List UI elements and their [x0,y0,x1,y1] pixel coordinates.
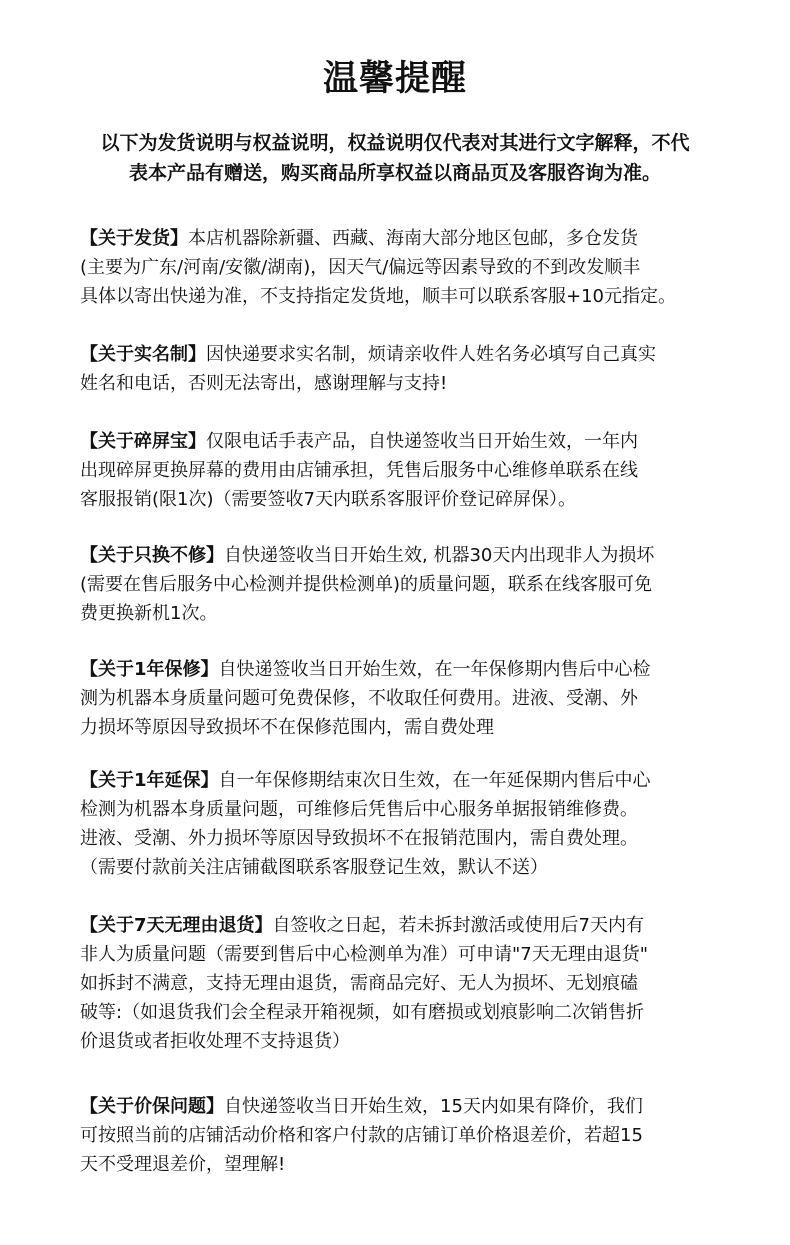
section-real-name [80,340,740,398]
section-text: 破等:（如退货我们会全程录开箱视频，如有磨损或划痕影响二次销售折 [80,1002,645,1023]
section-heading: 【关于1年保修】 [80,659,219,680]
section-text: 测为机器本身质量问题可免费保修，不收取任何费用。进液、受潮、外 [80,688,638,709]
page-title: 温馨提醒 [322,59,467,99]
section-exchange-only [80,541,740,628]
section-text: (主要为广东/河南/安徽/湖南)，因天气/偏远等因素导致的不到改发顺丰 [80,257,641,278]
section-heading: 【关于只换不修】 [80,545,224,566]
section-heading: 【关于实名制】 [80,344,206,365]
section-heading: 【关于1年延保】 [80,770,219,791]
section-text: 自签收之日起，若未拆封激活或使用后7天内有 [272,915,644,936]
section-text: 可按照当前的店铺活动价格和客户付款的店铺订单价格退差价，若超15 [80,1125,643,1146]
intro-line: 以下为发货说明与权益说明，权益说明仅代表对其进行文字解释，不代 [100,132,690,154]
section-heading: 【关于价保问题】 [80,1096,224,1117]
section-text: 客服报销(限1次)（需要签收7天内联系客服评价登记碎屏保）。 [80,489,576,510]
section-text: （需要付款前关注店铺截图联系客服登记生效，默认不送） [80,857,548,878]
section-heading: 【关于7天无理由退货】 [80,915,273,936]
section-text: 非人为质量问题（需要到售后中心检测单为准）可申请"7天无理由退货" [80,944,649,965]
section-text: 自快递签收当日开始生效，15天内如果有降价，我们 [224,1096,643,1117]
section-text: 仅限电话手表产品，自快递签收当日开始生效，一年内 [206,431,638,452]
section-price-protection [80,1092,740,1179]
section-text: 自快递签收当日开始生效，在一年保修期内售后中心检 [218,659,651,680]
section-text: 姓名和电话，否则无法寄出，感谢理解与支持! [80,373,448,394]
intro-notice [60,128,730,188]
section-text: (需要在售后服务中心检测并提供检测单)的质量问题，联系在线客服可免 [80,574,653,595]
section-heading: 【关于碎屏宝】 [80,431,206,452]
section-7-day-return [80,911,740,1056]
section-text: 自快递签收当日开始生效, 机器30天内出现非人为损坏 [224,545,655,566]
intro-line: 表本产品有赠送，购买商品所享权益以商品页及客服咨询为准。 [128,162,661,184]
section-text: 出现碎屏更换屏幕的费用由店铺承担，凭售后服务中心维修单联系在线 [80,460,638,481]
section-text: 自一年保修期结束次日生效，在一年延保期内售后中心 [218,770,651,791]
section-text: 检测为机器本身质量问题，可维修后凭售后中心服务单据报销维修费。 [80,799,638,820]
section-screen-protection [80,427,740,514]
section-text: 力损坏等原因导致损坏不在保修范围内，需自费处理 [80,717,494,738]
section-warranty [80,655,740,742]
section-extended-warranty [80,766,740,882]
section-text: 进液、受潮、外力损坏等原因导致损坏不在报销范围内，需自费处理。 [80,828,638,849]
section-text: 天不受理退差价，望理解! [80,1154,286,1175]
section-text: 如拆封不满意，支持无理由退货，需商品完好、无人为损坏、无划痕磕 [80,973,638,994]
section-text: 价退货或者拒收处理不支持退货） [80,1031,350,1052]
section-text: 本店机器除新疆、西藏、海南大部分地区包邮，多仓发货 [188,228,638,249]
section-shipping [80,224,740,311]
section-text: 费更换新机1次。 [80,603,218,624]
section-text: 因快递要求实名制，烦请亲收件人姓名务必填写自己真实 [206,344,656,365]
section-text: 具体以寄出快递为准，不支持指定发货地，顺丰可以联系客服+10元指定。 [80,286,676,307]
section-heading: 【关于发货】 [80,228,188,249]
